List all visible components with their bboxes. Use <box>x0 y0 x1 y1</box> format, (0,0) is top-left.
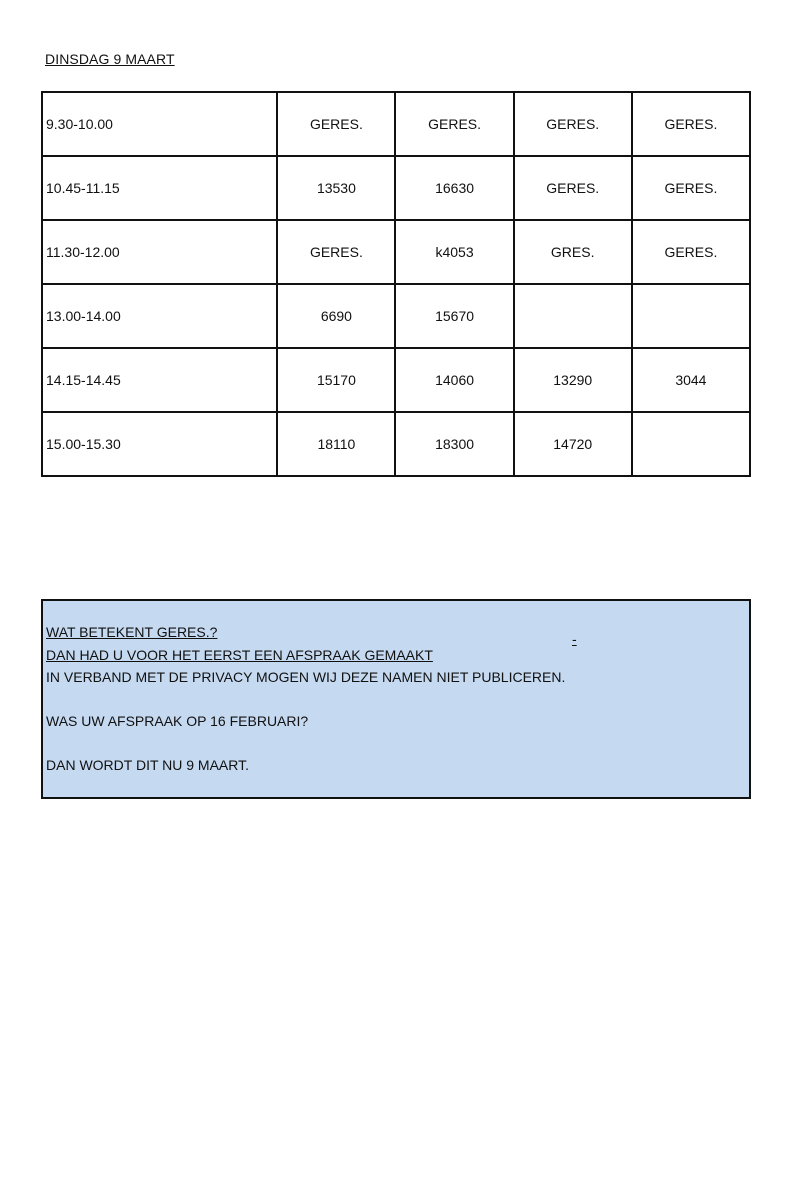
slot-cell: 14060 <box>395 348 513 412</box>
slot-cell: 6690 <box>277 284 395 348</box>
slot-cell <box>514 284 632 348</box>
slot-cell: k4053 <box>395 220 513 284</box>
slot-cell: GERES. <box>277 220 395 284</box>
notice-marker: - <box>572 631 577 647</box>
notice-line-1: DAN HAD U VOOR HET EERST EEN AFSPRAAK GEMAAKT <box>46 647 433 663</box>
slot-cell: GERES. <box>514 92 632 156</box>
time-cell: 14.15-14.45 <box>42 348 277 412</box>
slot-cell: GERES. <box>632 92 750 156</box>
slot-cell: GERES. <box>632 220 750 284</box>
notice-box <box>41 599 751 799</box>
slot-cell: GERES. <box>514 156 632 220</box>
notice-heading: WAT BETEKENT GERES.? <box>46 624 218 640</box>
slot-cell: GERES. <box>395 92 513 156</box>
time-cell: 11.30-12.00 <box>42 220 277 284</box>
slot-cell: 15670 <box>395 284 513 348</box>
table-row <box>42 156 750 220</box>
slot-cell: 15170 <box>277 348 395 412</box>
slot-cell <box>632 412 750 476</box>
notice-line-2: IN VERBAND MET DE PRIVACY MOGEN WIJ DEZE NAMEN NIET PUBLICEREN. <box>46 669 566 685</box>
time-cell: 9.30-10.00 <box>42 92 277 156</box>
slot-cell: 18300 <box>395 412 513 476</box>
time-cell: 15.00-15.30 <box>42 412 277 476</box>
table-row <box>42 92 750 156</box>
page-title: DINSDAG 9 MAART <box>45 51 175 67</box>
time-cell: 13.00-14.00 <box>42 284 277 348</box>
notice-answer: DAN WORDT DIT NU 9 MAART. <box>46 757 250 773</box>
slot-cell: GERES. <box>277 92 395 156</box>
time-cell: 10.45-11.15 <box>42 156 277 220</box>
appointment-table <box>41 91 751 477</box>
slot-cell: GERES. <box>632 156 750 220</box>
slot-cell: 13530 <box>277 156 395 220</box>
slot-cell: 14720 <box>514 412 632 476</box>
slot-cell: 13290 <box>514 348 632 412</box>
slot-cell: 16630 <box>395 156 513 220</box>
table-row <box>42 220 750 284</box>
slot-cell: GRES. <box>514 220 632 284</box>
slot-cell <box>632 284 750 348</box>
slot-cell: 3044 <box>632 348 750 412</box>
slot-cell: 18110 <box>277 412 395 476</box>
table-row <box>42 284 750 348</box>
notice-question: WAS UW AFSPRAAK OP 16 FEBRUARI? <box>46 713 309 729</box>
table-row <box>42 348 750 412</box>
table-row <box>42 412 750 476</box>
